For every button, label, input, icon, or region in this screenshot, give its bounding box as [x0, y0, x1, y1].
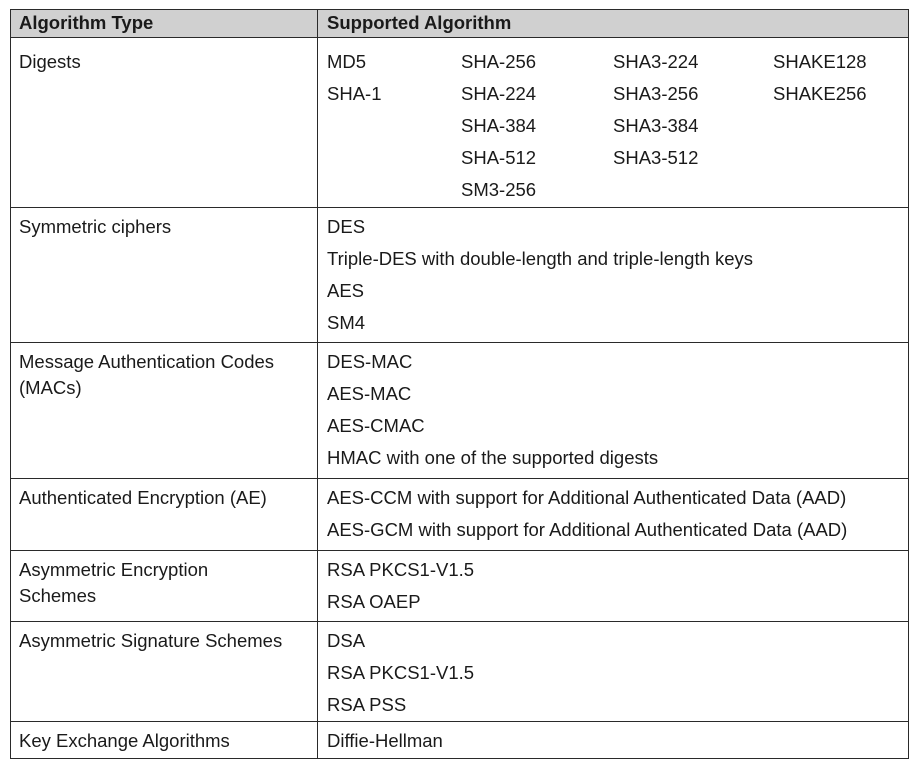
algorithm-item: RSA PKCS1-V1.5: [327, 559, 475, 580]
digest-item: SM3-256: [461, 179, 537, 200]
digest-item: SHAKE256: [773, 83, 867, 104]
type-label: Asymmetric Signature Schemes: [19, 630, 283, 651]
algorithm-item: RSA PKCS1-V1.5: [327, 662, 475, 683]
type-label: Authenticated Encryption (AE): [19, 487, 267, 508]
type-label: Asymmetric Encryption: [19, 559, 209, 580]
algorithm-item: AES-CMAC: [327, 415, 425, 436]
table-row-symmetric-ciphers: [11, 207, 908, 342]
header-row: [11, 10, 908, 37]
type-label: Symmetric ciphers: [19, 216, 172, 237]
algorithm-item: DSA: [327, 630, 366, 651]
algorithm-item: AES-CCM with support for Additional Authenticated Data (AAD): [327, 487, 847, 508]
header-supported-algorithm: Supported Algorithm: [327, 12, 512, 33]
algorithm-item: RSA OAEP: [327, 591, 421, 612]
algorithm-item: AES-MAC: [327, 383, 412, 404]
table-row-asymmetric-signature: [11, 621, 908, 721]
algorithm-item: AES-GCM with support for Additional Authenticated Data (AAD): [327, 519, 848, 540]
algorithm-item: DES-MAC: [327, 351, 413, 372]
digest-item: SHA3-256: [613, 83, 699, 104]
table-row-digests: [11, 37, 908, 207]
type-label: (MACs): [19, 377, 82, 398]
algorithm-item: Triple-DES with double-length and triple-length keys: [327, 248, 754, 269]
type-label: Digests: [19, 51, 81, 72]
digest-item: MD5: [327, 51, 367, 72]
type-label: Schemes: [19, 585, 97, 606]
digest-item: SHA3-224: [613, 51, 699, 72]
digest-item: SHA-224: [461, 83, 537, 104]
column-divider: [317, 10, 318, 758]
table-row-macs: [11, 342, 908, 478]
digest-item: SHA-384: [461, 115, 537, 136]
type-label: Message Authentication Codes: [19, 351, 275, 372]
algorithm-table: [10, 9, 909, 759]
header-algorithm-type: Algorithm Type: [19, 12, 154, 33]
table-row-key-exchange: [11, 721, 908, 758]
table-row-authenticated-encryption: [11, 478, 908, 550]
algorithm-item: RSA PSS: [327, 694, 407, 715]
algorithm-item: HMAC with one of the supported digests: [327, 447, 659, 468]
algorithm-item: SM4: [327, 312, 366, 333]
digest-item: SHA-256: [461, 51, 537, 72]
digest-item: SHA3-512: [613, 147, 699, 168]
digest-item: SHA-512: [461, 147, 537, 168]
algorithm-item: Diffie-Hellman: [327, 730, 443, 751]
digest-item: SHA3-384: [613, 115, 699, 136]
type-label: Key Exchange Algorithms: [19, 730, 230, 751]
digest-item: SHAKE128: [773, 51, 867, 72]
digest-item: SHA-1: [327, 83, 382, 104]
algorithm-item: DES: [327, 216, 366, 237]
table-row-asymmetric-encryption: [11, 550, 908, 621]
algorithm-item: AES: [327, 280, 365, 301]
